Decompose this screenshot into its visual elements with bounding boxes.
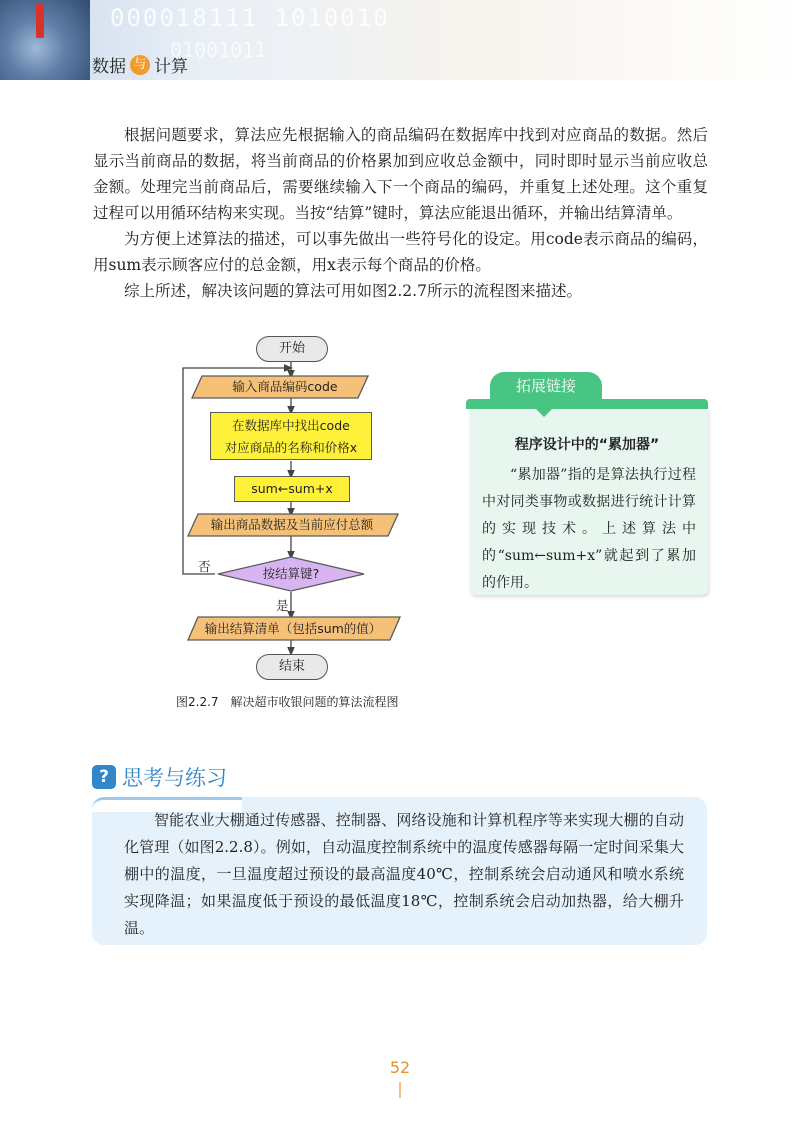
lookup-line-1: 在数据库中找出code bbox=[232, 418, 350, 433]
header-binary-decoration-2: 01001011 bbox=[170, 38, 267, 62]
figure-caption: 图2.2.7 解决超市收银问题的算法流程图 bbox=[176, 695, 399, 709]
yes-branch-label: 是 bbox=[276, 598, 289, 613]
red-marker-icon bbox=[36, 4, 44, 38]
decision-label: 按结算键? bbox=[262, 566, 320, 581]
think-title: 思考与练习 bbox=[122, 766, 227, 790]
extension-title: 程序设计中的“累加器” bbox=[514, 437, 660, 453]
chapter-title-part-a: 数据 bbox=[92, 57, 126, 77]
page-number: 52 bbox=[389, 1058, 411, 1077]
think-paragraph: 智能农业大棚通过传感器、控制器、网络设施和计算机程序等来实现大棚的自动化管理（如图2.2.8）。例如，自动温度控制系统中的温度传感器每隔一定时间采集大棚中的温度，一旦温度超过预设的最高温度40℃，控制系统会启动通风和喷水系统实现降温；如果温度低于预设的最低温度18℃，控制系统会启动加热器，给大棚升温。 bbox=[124, 811, 684, 937]
chapter-title bbox=[92, 52, 188, 77]
output-final-label: 输出结算清单（包括sum的值） bbox=[204, 621, 382, 636]
body-text bbox=[93, 122, 708, 304]
extension-tab: 拓展链接 bbox=[490, 372, 602, 400]
accumulate-process: sum←sum+x bbox=[234, 476, 350, 502]
think-section-heading bbox=[92, 762, 227, 792]
end-terminal: 结束 bbox=[256, 654, 328, 680]
think-text bbox=[124, 807, 684, 942]
lookup-line-2: 对应商品的名称和价格x bbox=[224, 440, 358, 455]
page-number-tick bbox=[399, 1082, 401, 1098]
extension-box bbox=[466, 372, 708, 598]
lookup-process bbox=[210, 412, 372, 460]
output-item-label: 输出商品数据及当前应付总额 bbox=[210, 517, 374, 532]
extension-text bbox=[482, 462, 696, 597]
chapter-title-part-b: 计算 bbox=[154, 57, 188, 77]
loop-back-line bbox=[183, 368, 289, 574]
paragraph-3: 综上所述，解决该问题的算法可用如图2.2.7所示的流程图来描述。 bbox=[124, 282, 582, 300]
no-branch-label: 否 bbox=[198, 559, 211, 574]
header-binary-decoration: 000018111 1010010 bbox=[110, 4, 390, 32]
paragraph-1: 根据问题要求，算法应先根据输入的商品编码在数据库中找到对应商品的数据。然后显示当前商品的数据，将当前商品的价格累加到应收总金额中，同时即时显示当前应收总金额。处理完当前商品后，需要继续输入下一个商品的编码，并重复上述处理。这个重复过程可以用循环结构来实现。当按“结算”键时，算法应能退出循环，并输出结算清单。 bbox=[93, 126, 708, 222]
extension-paragraph: “累加器”指的是算法执行过程中对同类事物或数据进行统计计算的实现技术。上述算法中的“sum←sum+x”就起到了累加的作用。 bbox=[482, 467, 696, 591]
page-header bbox=[0, 0, 800, 80]
input-label: 输入商品编码code bbox=[232, 379, 338, 394]
start-terminal: 开始 bbox=[256, 336, 328, 362]
extension-notch bbox=[536, 409, 552, 417]
algorithm-flowchart bbox=[170, 330, 440, 690]
header-image bbox=[0, 0, 90, 80]
question-icon: ? bbox=[92, 765, 116, 789]
chapter-title-connector: 与 bbox=[130, 55, 150, 75]
extension-strip bbox=[466, 399, 708, 409]
paragraph-2: 为方便上述算法的描述，可以事先做出一些符号化的设定。用code表示商品的编码，用sum表示顾客应付的总金额，用x表示每个商品的价格。 bbox=[93, 230, 708, 274]
